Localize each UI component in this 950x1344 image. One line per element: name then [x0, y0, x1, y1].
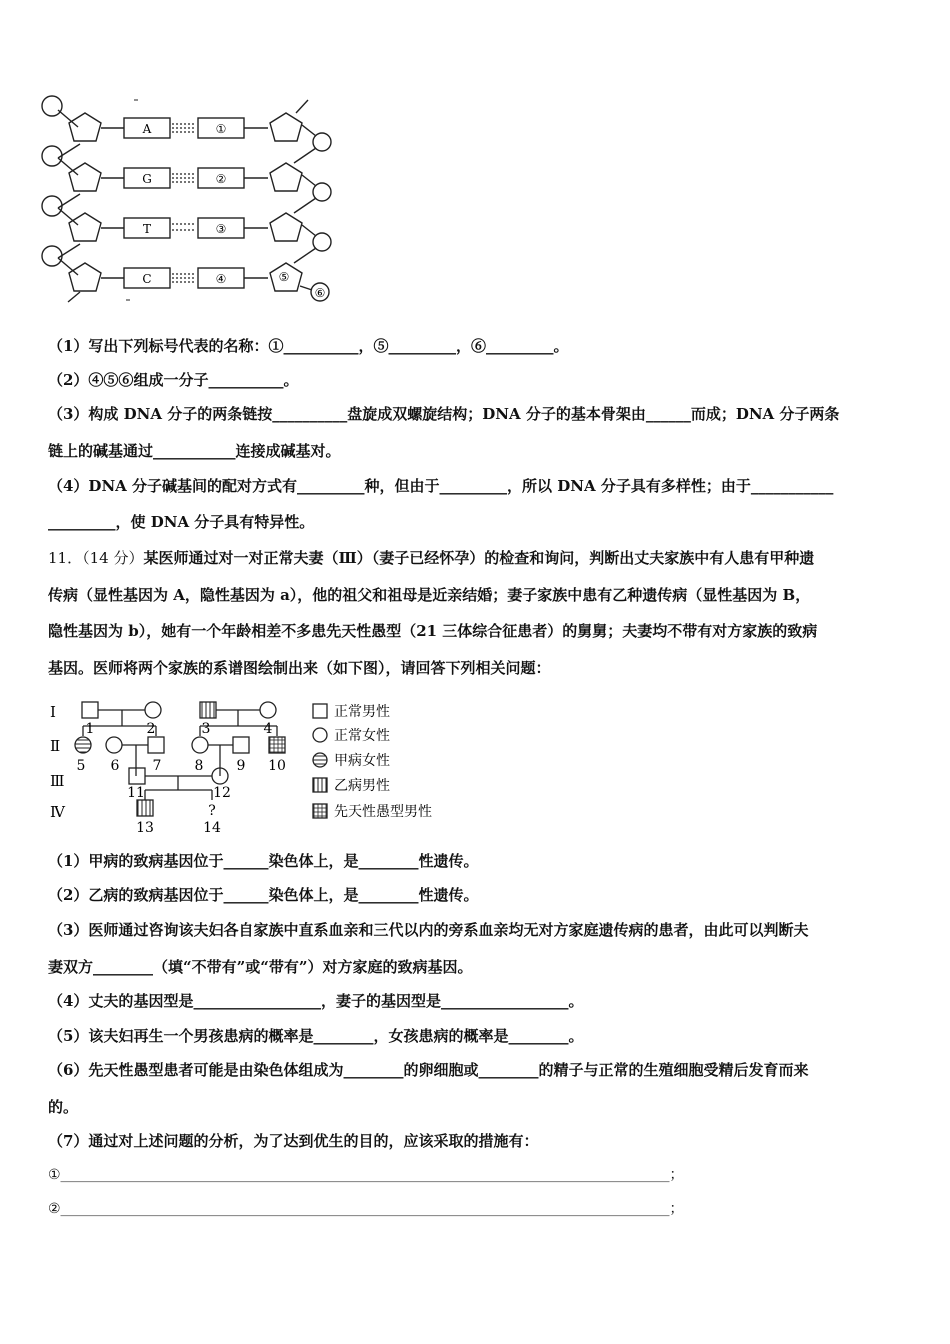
- legend-label: 甲病女性: [334, 753, 390, 769]
- q11-sub4: （4）丈夫的基因型是_________________，妻子的基因型是_________________。: [48, 992, 584, 1010]
- q11-sub3-line1: （3）医师通过咨询该夫妇各自家族中直系血亲和三代以内的旁系血亲均无对方家庭遗传病的患者，由此可以判断夫: [48, 921, 809, 939]
- individual-9: [233, 737, 249, 753]
- individual-number: 14: [203, 820, 221, 836]
- q11-sub5: （5）该夫妇再生一个男孩患病的概率是________，女孩患病的概率是________。: [48, 1027, 584, 1045]
- q11-intro-line4: 基因。医师将两个家族的系谱图绘制出来（如下图），请回答下列相关问题：: [48, 659, 551, 677]
- dna-structure-diagram: [38, 92, 338, 306]
- generation-label: Ⅱ: [50, 737, 61, 755]
- pedigree-chart: [40, 690, 460, 840]
- q10-line3: （3）构成 DNA 分子的两条链按__________盘旋成双螺旋结构；DNA 分子的基本骨架由______而成；DNA 分子两条: [48, 405, 840, 423]
- legend-normal-male-symbol: [313, 704, 327, 718]
- individual-number: 13: [136, 820, 154, 836]
- number-label: ④: [215, 272, 227, 286]
- individual-number: 7: [152, 758, 162, 774]
- individual-number: 4: [263, 721, 273, 737]
- answer-line-2: ②_______________________________________________________________________________________；: [48, 1201, 684, 1217]
- generation-label: Ⅳ: [50, 803, 65, 821]
- individual-5: [75, 737, 91, 753]
- individual-number: 5: [76, 758, 86, 774]
- legend-label: 正常男性: [334, 704, 390, 720]
- individual-10: [269, 737, 285, 753]
- q11-sub7: （7）通过对上述问题的分析，为了达到优生的目的，应该采取的措施有：: [48, 1132, 539, 1150]
- individual-number: 3: [201, 721, 211, 737]
- sugar-label: ⑤: [278, 270, 290, 284]
- individual-13: [137, 800, 153, 816]
- individual-number: 6: [110, 758, 120, 774]
- generation-label: Ⅰ: [50, 703, 56, 721]
- legend-disease-b-male-symbol: [313, 778, 327, 792]
- answer-line-1: ①_______________________________________________________________________________________；: [48, 1167, 684, 1183]
- individual-number: 2: [146, 721, 156, 737]
- individual-number: 1: [85, 721, 95, 737]
- legend-down-syndrome-male-symbol: [313, 804, 327, 818]
- generation-label: Ⅲ: [50, 772, 65, 790]
- q11-sub2: （2）乙病的致病基因位于______染色体上，是________性遗传。: [48, 886, 479, 904]
- base-label: G: [142, 172, 152, 186]
- legend-normal-female-symbol: [313, 728, 327, 742]
- legend-label: 乙病男性: [334, 778, 390, 794]
- q10-line1: （1）写出下列标号代表的名称：①__________，⑤_________，⑥_________。: [48, 337, 569, 355]
- legend-label: 正常女性: [334, 728, 390, 744]
- q11-sub6-line1: （6）先天性愚型患者可能是由染色体组成为________的卵细胞或________的精子与正常的生殖细胞受精后发育而来: [48, 1061, 809, 1079]
- unknown-offspring: ?: [208, 803, 216, 819]
- q11-sub1: （1）甲病的致病基因位于______染色体上，是________性遗传。: [48, 852, 479, 870]
- individual-11: [129, 768, 145, 784]
- legend-disease-a-female-symbol: [313, 753, 327, 767]
- individual-number: 12: [213, 785, 231, 801]
- base-label: T: [142, 222, 152, 236]
- individual-1: [82, 702, 98, 718]
- individual-3: [200, 702, 216, 718]
- individual-2: [145, 702, 161, 718]
- base-label: A: [142, 122, 152, 136]
- individual-7: [148, 737, 164, 753]
- q10-line5: （4）DNA 分子碱基间的配对方式有_________种，但由于_________，所以 DNA 分子具有多样性；由于___________: [48, 477, 834, 495]
- base-label: C: [142, 272, 152, 286]
- individual-4: [260, 702, 276, 718]
- individual-8: [192, 737, 208, 753]
- number-label: ②: [215, 172, 227, 186]
- individual-number: 9: [236, 758, 246, 774]
- individual-number: 11: [127, 785, 145, 801]
- q10-line6: _________，使 DNA 分子具有特异性。: [48, 513, 315, 531]
- individual-number: 8: [194, 758, 204, 774]
- q11-intro-line3: 隐性基因为 b），她有一个年龄相差不多患先天性愚型（21 三体综合征患者）的舅舅；夫妻均不带有对方家族的致病: [48, 622, 818, 640]
- q11-intro-line1: 11．（14 分）某医师通过对一对正常夫妻（Ⅲ）（妻子已经怀孕）的检查和询问，判断出丈夫家族中有人患有甲种遗: [48, 549, 815, 567]
- individual-number: 10: [268, 758, 286, 774]
- q11-intro-line2: 传病（显性基因为 A，隐性基因为 a），他的祖父和祖母是近亲结婚；妻子家族中患有乙种遗传病（显性基因为 B，: [48, 586, 811, 604]
- q10-line4: 链上的碱基通过___________连接成碱基对。: [48, 442, 341, 460]
- individual-6: [106, 737, 122, 753]
- q10-line2: （2）④⑤⑥组成一分子__________。: [48, 371, 299, 389]
- q11-sub3-line2: 妻双方________（填“不带有”或“带有”）对方家庭的致病基因。: [48, 958, 473, 976]
- phosphate-label: ⑥: [314, 286, 326, 300]
- number-label: ③: [215, 222, 227, 236]
- question-number: 11．（14 分）: [48, 549, 144, 567]
- legend-label: 先天性愚型男性: [334, 804, 432, 820]
- q11-sub6-line2: 的。: [48, 1098, 79, 1116]
- number-label: ①: [215, 122, 227, 136]
